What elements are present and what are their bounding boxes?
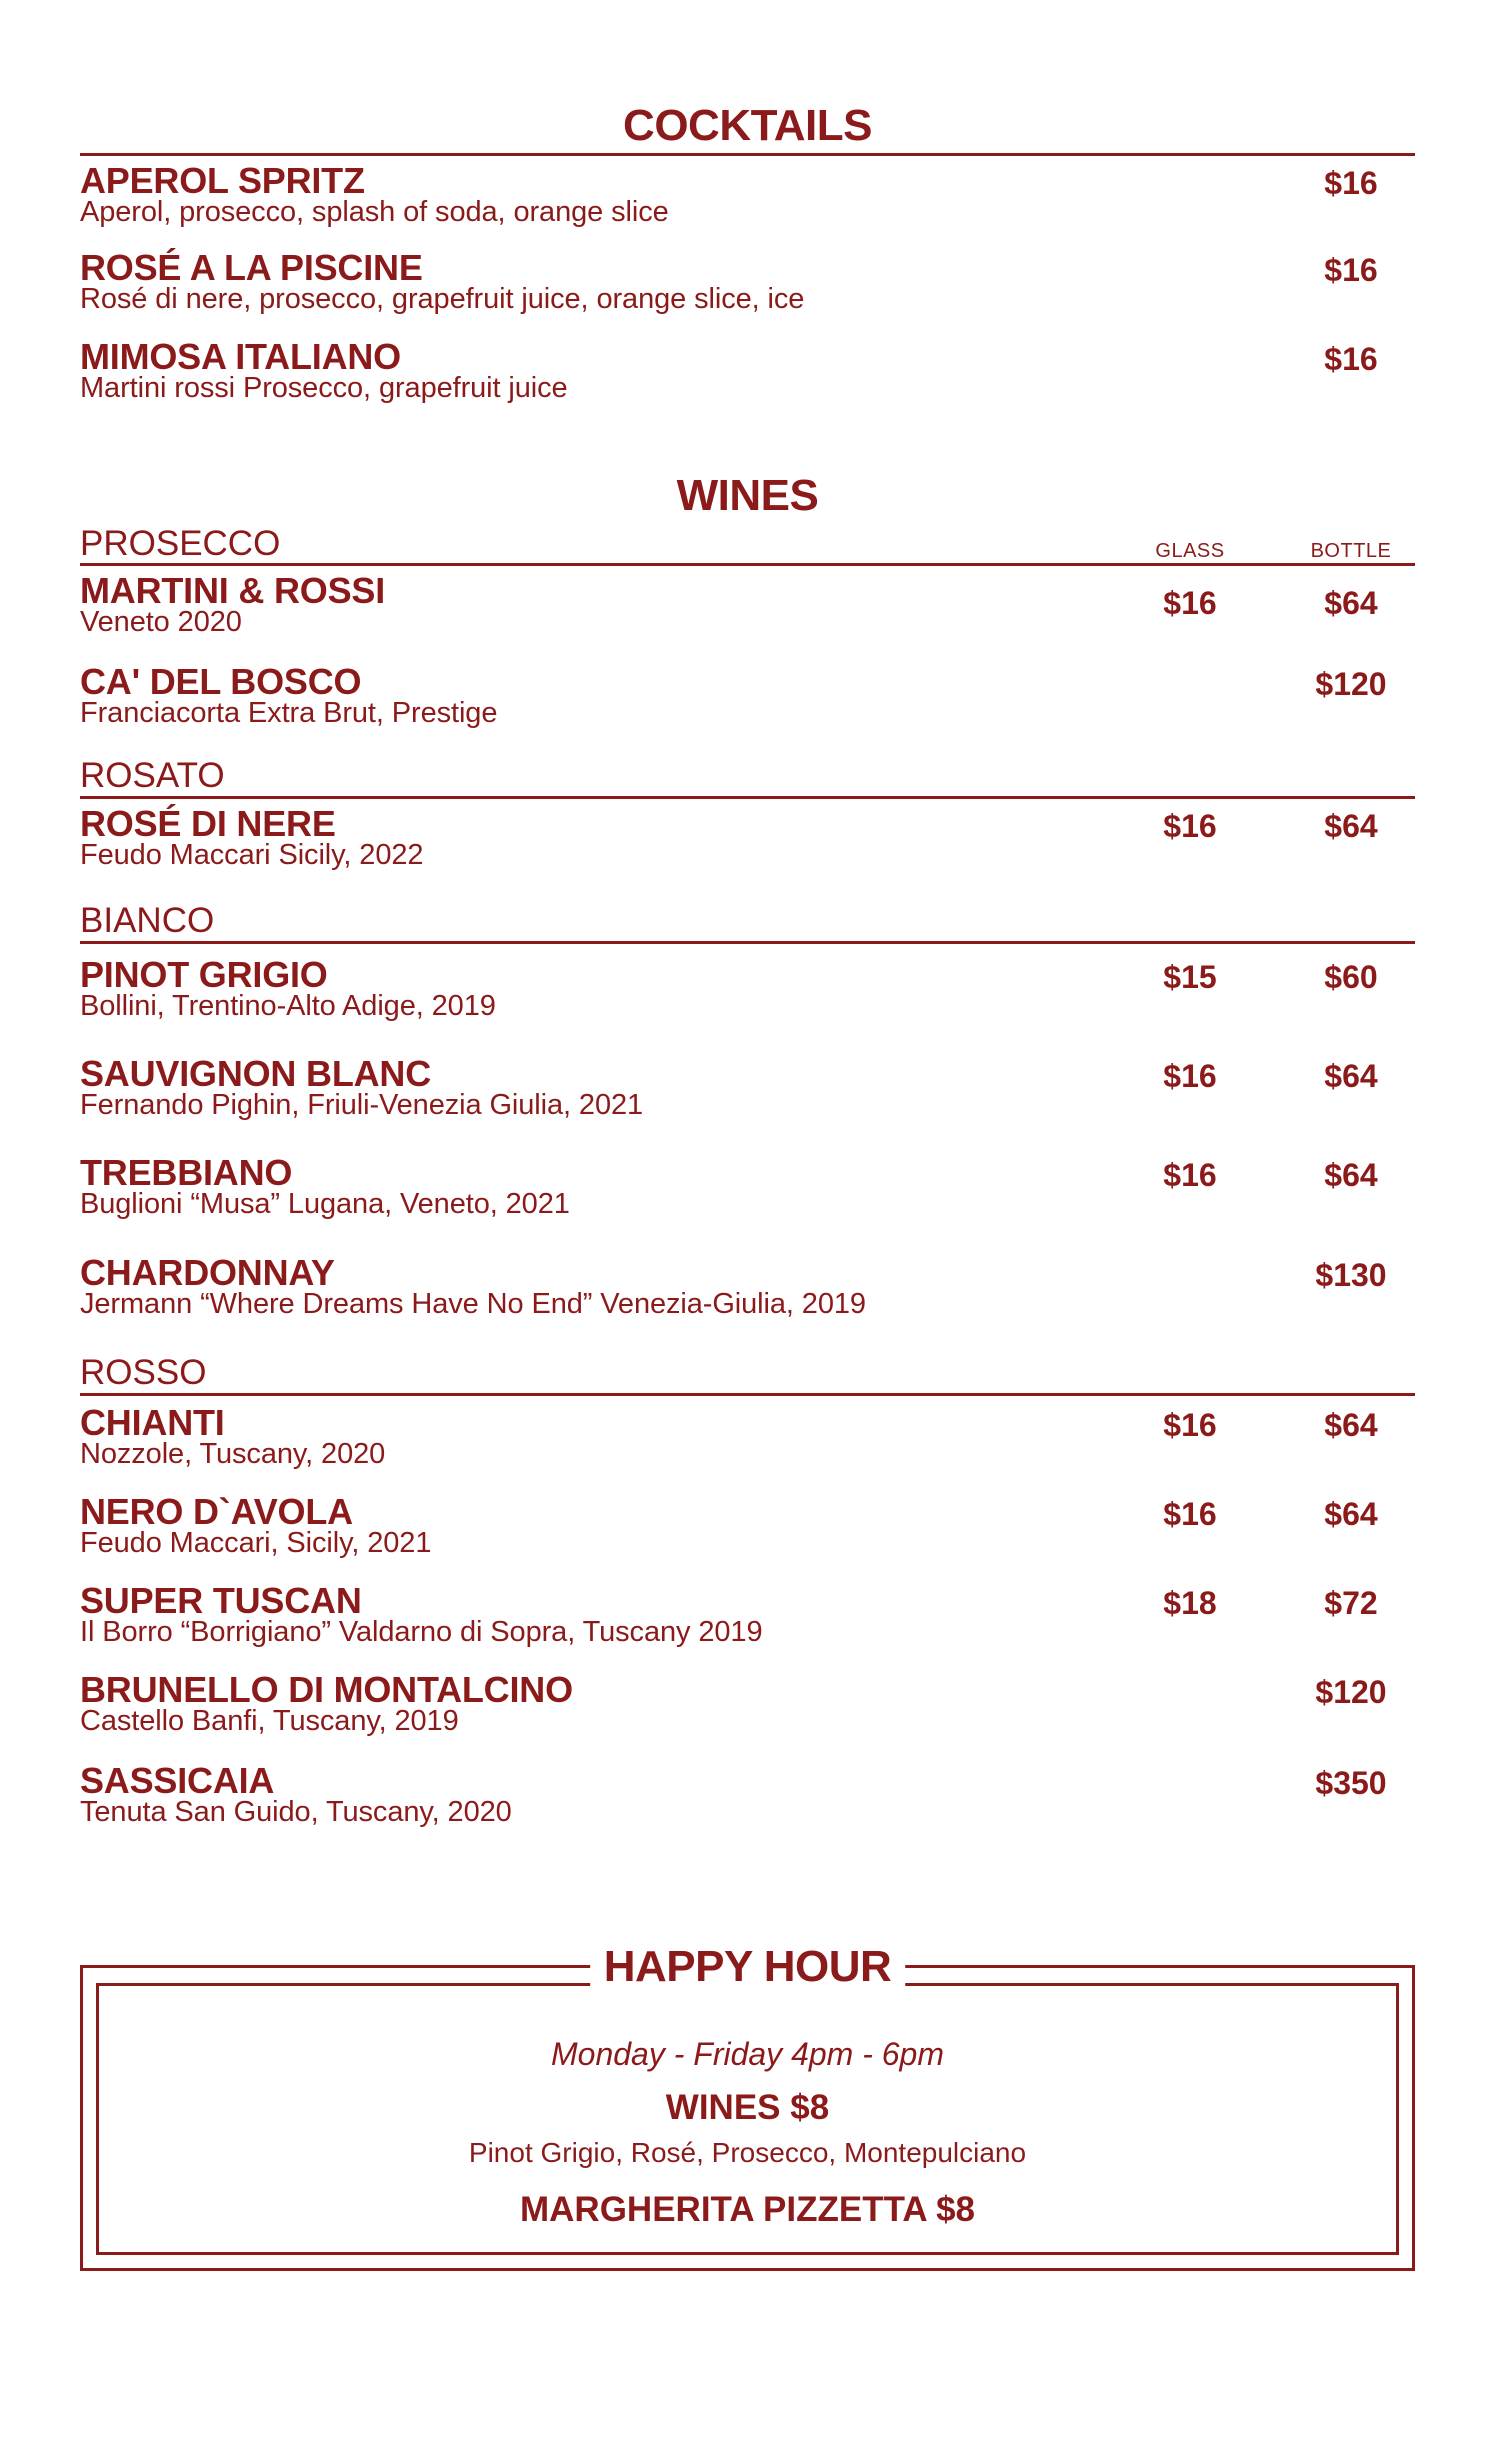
item-description: Veneto 2020 bbox=[80, 606, 242, 638]
item-description: Tenuta San Guido, Tuscany, 2020 bbox=[80, 1796, 512, 1828]
item-name: ROSÉ A LA PISCINE bbox=[80, 247, 423, 288]
bottle-price: $64 bbox=[1324, 808, 1378, 844]
bottle-price: $64 bbox=[1324, 1496, 1378, 1532]
glass-column-header: GLASS bbox=[1155, 540, 1225, 562]
item-name: SAUVIGNON BLANC bbox=[80, 1053, 432, 1094]
item-description: Feudo Maccari, Sicily, 2021 bbox=[80, 1527, 432, 1559]
happy-hour-hours: Monday - Friday 4pm - 6pm bbox=[550, 2036, 944, 2072]
item-name: TREBBIANO bbox=[80, 1152, 293, 1193]
bottle-price: $64 bbox=[1324, 585, 1378, 621]
item-description: Nozzole, Tuscany, 2020 bbox=[80, 1438, 386, 1470]
menu-item bbox=[80, 1671, 1415, 1751]
bianco-divider bbox=[80, 941, 1415, 944]
bottle-price: $350 bbox=[1315, 1765, 1387, 1801]
menu-item bbox=[80, 1762, 1415, 1842]
menu-item bbox=[80, 956, 1415, 1036]
menu-item bbox=[80, 249, 1415, 329]
happy-hour-inner-frame bbox=[96, 1983, 1399, 2255]
glass-price: $16 bbox=[1163, 1058, 1217, 1094]
happy-hour-wines: WINES $8 bbox=[665, 2088, 830, 2127]
item-description: Franciacorta Extra Brut, Prestige bbox=[80, 697, 498, 729]
menu-item bbox=[80, 1154, 1415, 1234]
glass-price: $16 bbox=[1163, 808, 1217, 844]
menu-item bbox=[80, 1582, 1415, 1662]
wines-title: WINES bbox=[676, 471, 819, 520]
category-bianco: BIANCO bbox=[80, 901, 215, 940]
cocktails-title: COCKTAILS bbox=[623, 101, 872, 150]
item-price: $16 bbox=[1324, 252, 1378, 288]
category-rosato: ROSATO bbox=[80, 756, 225, 795]
item-name: CHIANTI bbox=[80, 1402, 225, 1443]
item-description: Rosé di nere, prosecco, grapefruit juice, orange slice, ice bbox=[80, 283, 805, 315]
menu-item bbox=[80, 162, 1415, 242]
menu-item bbox=[80, 572, 1415, 652]
item-name: NERO D`AVOLA bbox=[80, 1491, 353, 1532]
item-description: Feudo Maccari Sicily, 2022 bbox=[80, 839, 424, 871]
bottle-price: $130 bbox=[1315, 1257, 1387, 1293]
item-name: CA' DEL BOSCO bbox=[80, 661, 362, 702]
glass-price: $16 bbox=[1163, 1407, 1217, 1443]
item-name: SUPER TUSCAN bbox=[80, 1580, 362, 1621]
item-description: Il Borro “Borrigiano” Valdarno di Sopra, Tuscany 2019 bbox=[80, 1616, 763, 1648]
rosso-divider bbox=[80, 1393, 1415, 1396]
glass-price: $16 bbox=[1163, 585, 1217, 621]
bottle-price: $120 bbox=[1315, 1674, 1387, 1710]
bottle-price: $72 bbox=[1324, 1585, 1378, 1621]
item-price: $16 bbox=[1324, 341, 1378, 377]
item-name: APEROL SPRITZ bbox=[80, 160, 365, 201]
rosato-divider bbox=[80, 796, 1415, 799]
item-description: Aperol, prosecco, splash of soda, orange slice bbox=[80, 196, 669, 228]
item-name: PINOT GRIGIO bbox=[80, 954, 328, 995]
bottle-price: $64 bbox=[1324, 1157, 1378, 1193]
item-name: CHARDONNAY bbox=[80, 1252, 335, 1293]
glass-price: $16 bbox=[1163, 1496, 1217, 1532]
happy-hour-title: HAPPY HOUR bbox=[590, 1942, 906, 1992]
item-description: Castello Banfi, Tuscany, 2019 bbox=[80, 1705, 459, 1737]
item-name: MARTINI & ROSSI bbox=[80, 570, 386, 611]
bottle-column-header: BOTTLE bbox=[1310, 540, 1392, 562]
menu-item bbox=[80, 1055, 1415, 1135]
menu-item bbox=[80, 663, 1415, 743]
item-description: Jermann “Where Dreams Have No End” Venezia-Giulia, 2019 bbox=[80, 1288, 866, 1320]
bottle-price: $60 bbox=[1324, 959, 1378, 995]
item-name: SASSICAIA bbox=[80, 1760, 275, 1801]
item-description: Fernando Pighin, Friuli-Venezia Giulia, 2021 bbox=[80, 1089, 644, 1121]
cocktails-divider bbox=[80, 153, 1415, 156]
happy-hour-box bbox=[80, 1942, 1415, 2271]
bottle-price: $120 bbox=[1315, 666, 1387, 702]
item-name: MIMOSA ITALIANO bbox=[80, 336, 401, 377]
item-name: BRUNELLO DI MONTALCINO bbox=[80, 1669, 573, 1710]
menu-item bbox=[80, 1493, 1415, 1573]
item-description: Martini rossi Prosecco, grapefruit juice bbox=[80, 372, 568, 404]
item-description: Buglioni “Musa” Lugana, Veneto, 2021 bbox=[80, 1188, 570, 1220]
bottle-price: $64 bbox=[1324, 1407, 1378, 1443]
glass-price: $18 bbox=[1163, 1585, 1217, 1621]
category-rosso: ROSSO bbox=[80, 1353, 207, 1392]
menu-item bbox=[80, 338, 1415, 418]
glass-price: $16 bbox=[1163, 1157, 1217, 1193]
happy-hour-wines-list: Pinot Grigio, Rosé, Prosecco, Montepulciano bbox=[468, 2137, 1027, 2168]
item-name: ROSÉ DI NERE bbox=[80, 803, 336, 844]
item-description: Bollini, Trentino-Alto Adige, 2019 bbox=[80, 990, 496, 1022]
prosecco-divider bbox=[80, 563, 1415, 566]
category-prosecco: PROSECCO bbox=[80, 524, 281, 563]
glass-price: $15 bbox=[1163, 959, 1217, 995]
bottle-price: $64 bbox=[1324, 1058, 1378, 1094]
menu-item bbox=[80, 1254, 1415, 1334]
happy-hour-pizza: MARGHERITA PIZZETTA $8 bbox=[520, 2190, 975, 2229]
menu-item bbox=[80, 1404, 1415, 1484]
item-price: $16 bbox=[1324, 165, 1378, 201]
menu-item bbox=[80, 805, 1415, 885]
